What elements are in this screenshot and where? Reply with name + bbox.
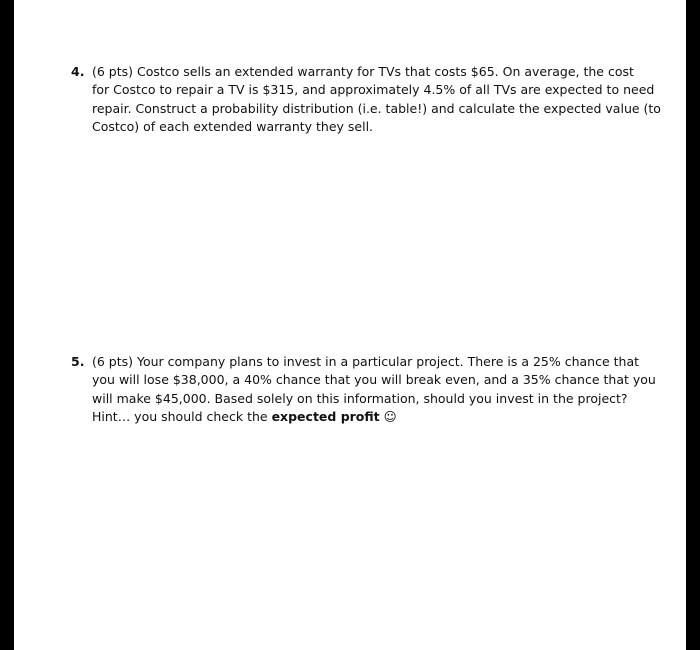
problem-text-line: for Costco to repair a TV is $315, and approximately 4.5% of all TVs are expected to need [92,82,655,98]
problem-text-line: (6 pts) Costco sells an extended warranty for TVs that costs $65. On average, the cost [92,64,634,79]
problem-number: 4. [71,64,85,79]
hint-line [92,408,652,426]
problem-5 [71,353,656,426]
problem-text-line: (6 pts) Your company plans to invest in a particular project. There is a 25% chance that [92,354,640,369]
document-page [14,0,686,650]
hint-bold-text: expected profit [271,408,380,424]
problem-4 [71,63,661,136]
smiley-icon: ☺ [379,408,397,424]
problem-number: 5. [71,354,85,369]
hint-prefix: Hint… you should check the [92,408,272,424]
problem-text-line: repair. Construct a probability distribution (i.e. table!) and calculate the expected value (to [92,100,661,116]
problem-text-line: you will lose $38,000, a 40% chance that you will break even, and a 35% chance that you [92,372,656,388]
problem-text-line: Costco) of each extended warranty they sell. [92,118,374,134]
problem-text-line: will make $45,000. Based solely on this information, should you invest in the project? [92,390,628,406]
